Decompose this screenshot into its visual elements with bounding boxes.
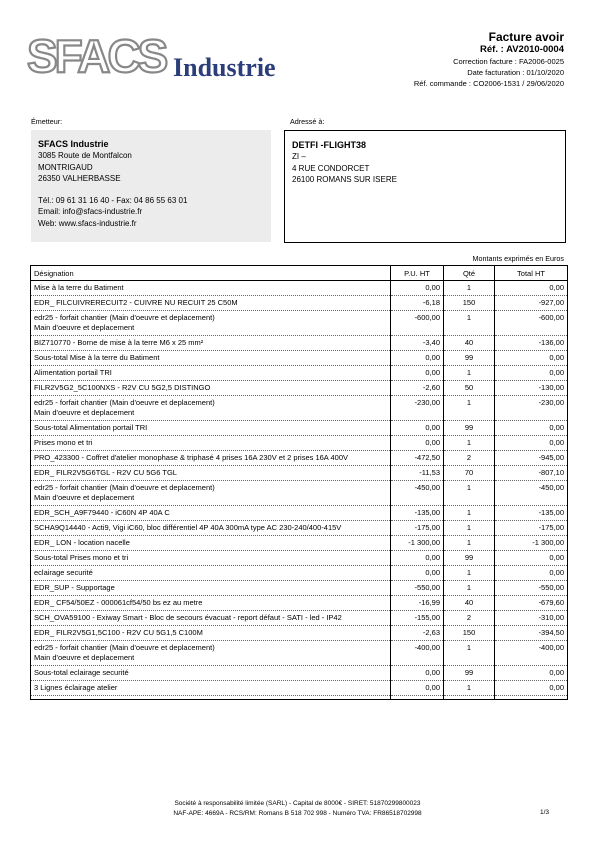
line-quantity: 99 xyxy=(444,421,495,436)
page-number: 1/3 xyxy=(539,809,549,816)
line-total: 0,00 xyxy=(495,551,568,566)
table-row xyxy=(31,551,568,566)
line-unit-price: -175,00 xyxy=(391,521,444,536)
table-row xyxy=(31,566,568,581)
line-designation: Mise à la terre du Batiment xyxy=(31,281,391,296)
company-logo xyxy=(27,30,287,82)
issuer-address-2: MONTRIGAUD xyxy=(38,162,93,172)
line-unit-price: -472,50 xyxy=(391,451,444,466)
order-reference: Réf. commande : CO2006-1531 / 29/06/2020 xyxy=(413,79,564,88)
document-reference: Réf. : AV2010-0004 xyxy=(480,44,564,55)
line-unit-price: -1 300,00 xyxy=(391,536,444,551)
header-unit-price: P.U. HT xyxy=(391,266,444,281)
line-designation: EDR_ FILCUIVRERECUIT2 - CUIVRE NU RECUIT 25 C50M xyxy=(31,296,391,311)
line-total: -679,60 xyxy=(495,596,568,611)
line-quantity: 99 xyxy=(444,551,495,566)
issuer-email: Email: info@sfacs-industrie.fr xyxy=(38,207,143,216)
table-row xyxy=(31,581,568,596)
recipient-name: DETFI -FLIGHT38 xyxy=(292,140,366,150)
line-unit-price: 0,00 xyxy=(391,281,444,296)
line-total: 0,00 xyxy=(495,681,568,696)
header-designation: Désignation xyxy=(31,266,391,281)
table-row xyxy=(31,336,568,351)
invoice-date: Date facturation : 01/10/2020 xyxy=(467,68,564,77)
table-row xyxy=(31,421,568,436)
line-unit-price: -11,53 xyxy=(391,466,444,481)
line-quantity: 40 xyxy=(444,596,495,611)
table-row xyxy=(31,611,568,626)
table-row xyxy=(31,366,568,381)
table-header-row xyxy=(31,266,568,281)
table-row xyxy=(31,521,568,536)
line-unit-price: 0,00 xyxy=(391,436,444,451)
issuer-phone: Tél.: 09 61 31 16 40 - Fax: 04 86 55 63 01 xyxy=(38,195,188,205)
line-designation: Sous-total Mise à la terre du Batiment xyxy=(31,351,391,366)
line-quantity: 1 xyxy=(444,396,495,421)
table-row xyxy=(31,381,568,396)
logo-text: Industrie xyxy=(173,53,276,82)
issuer-box xyxy=(31,130,271,242)
line-designation: BIZ710770 - Borne de mise à la terre M6 x 25 mm² xyxy=(31,336,391,351)
line-total: -945,00 xyxy=(495,451,568,466)
line-total: -1 300,00 xyxy=(495,536,568,551)
line-unit-price: -155,00 xyxy=(391,611,444,626)
line-quantity: 70 xyxy=(444,466,495,481)
line-total: -550,00 xyxy=(495,581,568,596)
line-designation: EDR_SCH_A9F79440 - iC60N 4P 40A C xyxy=(31,506,391,521)
footer-line-1: Société à responsabilité limitée (SARL) - Capital de 8000€ - SIRET: 51870299800023 xyxy=(174,800,421,807)
line-total: -927,00 xyxy=(495,296,568,311)
line-designation: Sous-total eclairage securité xyxy=(31,666,391,681)
line-quantity: 150 xyxy=(444,296,495,311)
line-unit-price: -2,63 xyxy=(391,626,444,641)
line-unit-price: 0,00 xyxy=(391,681,444,696)
line-designation: EDR_ CF54/50EZ - 000061cf54/50 bs ez au metre xyxy=(31,596,391,611)
header-quantity: Qté xyxy=(444,266,495,281)
table-row xyxy=(31,281,568,296)
line-designation: SCHA9Q14440 - Acti9, Vigi iC60, bloc différentiel 4P 40A 300mA type AC 230-240/400-415V xyxy=(31,521,391,536)
line-total: -135,00 xyxy=(495,506,568,521)
recipient-address-1: ZI – xyxy=(292,152,306,161)
line-designation: PRO_423300 - Coffret d'atelier monophase & triphasé 4 prises 16A 230V et 2 prises 16A 400V xyxy=(31,451,391,466)
line-total: 0,00 xyxy=(495,281,568,296)
line-unit-price: 0,00 xyxy=(391,366,444,381)
line-designation: SCH_OVA59100 - Exiway Smart - Bloc de secours évacuat - report défaut - SATI - led - IP42 xyxy=(31,611,391,626)
issuer-label: Émetteur: xyxy=(31,117,63,126)
line-quantity: 1 xyxy=(444,436,495,451)
line-quantity: 150 xyxy=(444,626,495,641)
issuer-address-3: 26350 VALHERBASSE xyxy=(38,174,121,183)
table-row xyxy=(31,351,568,366)
line-quantity: 1 xyxy=(444,521,495,536)
table-row xyxy=(31,641,568,666)
line-quantity: 2 xyxy=(444,611,495,626)
table-row xyxy=(31,296,568,311)
line-quantity: 1 xyxy=(444,641,495,666)
line-unit-price: 0,00 xyxy=(391,566,444,581)
table-row xyxy=(31,626,568,641)
line-total: -600,00 xyxy=(495,311,568,336)
line-quantity: 1 xyxy=(444,481,495,506)
line-designation: Prises mono et tri xyxy=(31,436,391,451)
issuer-name: SFACS Industrie xyxy=(38,139,109,149)
line-quantity: 1 xyxy=(444,281,495,296)
line-total: -136,00 xyxy=(495,336,568,351)
document-header xyxy=(414,30,564,89)
line-quantity: 50 xyxy=(444,381,495,396)
legal-footer xyxy=(0,799,595,819)
line-designation-detail: Main d'oeuvre et deplacement xyxy=(34,653,135,662)
line-total: 0,00 xyxy=(495,566,568,581)
line-unit-price: -3,40 xyxy=(391,336,444,351)
recipient-address-3: 26100 ROMANS SUR ISERE xyxy=(292,175,397,184)
line-quantity: 2 xyxy=(444,451,495,466)
line-total: -394,50 xyxy=(495,626,568,641)
line-total: -230,00 xyxy=(495,396,568,421)
table-row xyxy=(31,396,568,421)
line-designation: edr25 - forfait chantier (Main d'oeuvre et deplacement) Main d'oeuvre et deplacement xyxy=(31,396,391,421)
table-bottom-border xyxy=(31,696,568,700)
recipient-label: Adressé à: xyxy=(290,117,325,126)
line-unit-price: -400,00 xyxy=(391,641,444,666)
line-total: 0,00 xyxy=(495,421,568,436)
line-quantity: 99 xyxy=(444,666,495,681)
line-designation: Alimentation portail TRI xyxy=(31,366,391,381)
line-designation: EDR_ FILR2V5G1,5C100 - R2V CU 5G1,5 C100M xyxy=(31,626,391,641)
line-unit-price: -135,00 xyxy=(391,506,444,521)
line-designation-detail: Main d'oeuvre et deplacement xyxy=(34,323,135,332)
table-row xyxy=(31,451,568,466)
recipient-address-2: 4 RUE CONDORCET xyxy=(292,163,370,173)
line-quantity: 1 xyxy=(444,566,495,581)
line-designation-detail: Main d'oeuvre et deplacement xyxy=(34,493,135,502)
line-unit-price: 0,00 xyxy=(391,666,444,681)
line-total: -807,10 xyxy=(495,466,568,481)
line-total: 0,00 xyxy=(495,436,568,451)
table-row xyxy=(31,596,568,611)
correction-invoice: Correction facture : FA2006-0025 xyxy=(453,57,564,66)
line-unit-price: -550,00 xyxy=(391,581,444,596)
table-row xyxy=(31,481,568,506)
line-unit-price: -16,99 xyxy=(391,596,444,611)
line-designation: EDR_ LON - location nacelle xyxy=(31,536,391,551)
line-designation: Sous-total Alimentation portail TRI xyxy=(31,421,391,436)
line-unit-price: -6,18 xyxy=(391,296,444,311)
currency-note: Montants exprimés en Euros xyxy=(472,254,564,263)
line-total: -175,00 xyxy=(495,521,568,536)
line-designation: Sous-total Prises mono et tri xyxy=(31,551,391,566)
line-total: -310,00 xyxy=(495,611,568,626)
line-designation: EDR_ FILR2V5G6TGL - R2V CU 5G6 TGL xyxy=(31,466,391,481)
line-total: -450,00 xyxy=(495,481,568,506)
line-quantity: 1 xyxy=(444,506,495,521)
line-total: -400,00 xyxy=(495,641,568,666)
line-designation-detail: Main d'oeuvre et deplacement xyxy=(34,408,135,417)
line-unit-price: 0,00 xyxy=(391,421,444,436)
line-quantity: 99 xyxy=(444,351,495,366)
table-row xyxy=(31,536,568,551)
line-total: 0,00 xyxy=(495,666,568,681)
line-quantity: 1 xyxy=(444,311,495,336)
logo-mark: SFACS xyxy=(27,30,166,82)
line-quantity: 1 xyxy=(444,581,495,596)
table-row xyxy=(31,466,568,481)
line-quantity: 1 xyxy=(444,681,495,696)
table-row xyxy=(31,681,568,696)
line-unit-price: -230,00 xyxy=(391,396,444,421)
issuer-address-1: 3085 Route de Montfalcon xyxy=(38,151,132,160)
line-unit-price: -450,00 xyxy=(391,481,444,506)
line-designation: edr25 - forfait chantier (Main d'oeuvre et deplacement) Main d'oeuvre et deplacement xyxy=(31,481,391,506)
line-unit-price: 0,00 xyxy=(391,351,444,366)
line-designation: FILR2V5G2_5C100NXS - R2V CU 5G2,5 DISTINGO xyxy=(31,381,391,396)
line-total: 0,00 xyxy=(495,351,568,366)
table-row xyxy=(31,436,568,451)
header-total: Total HT xyxy=(495,266,568,281)
table-row xyxy=(31,311,568,336)
line-total: 0,00 xyxy=(495,366,568,381)
table-row xyxy=(31,666,568,681)
document-title: Facture avoir xyxy=(488,30,564,44)
line-designation: 3 Lignes éclairage atelier xyxy=(31,681,391,696)
line-designation: eclairage securité xyxy=(31,566,391,581)
line-unit-price: -600,00 xyxy=(391,311,444,336)
line-designation: edr25 - forfait chantier (Main d'oeuvre et deplacement) Main d'oeuvre et deplacement xyxy=(31,311,391,336)
footer-line-2: NAF-APE: 4669A - RCS/RM: Romans B 518 702 998 - Numéro TVA: FR86518702998 xyxy=(173,810,422,817)
line-unit-price: -2,60 xyxy=(391,381,444,396)
line-designation: edr25 - forfait chantier (Main d'oeuvre et deplacement) Main d'oeuvre et deplacement xyxy=(31,641,391,666)
line-unit-price: 0,00 xyxy=(391,551,444,566)
issuer-website: Web: www.sfacs-industrie.fr xyxy=(38,218,137,228)
line-total: -130,00 xyxy=(495,381,568,396)
invoice-lines-table xyxy=(30,265,568,700)
line-quantity: 40 xyxy=(444,336,495,351)
recipient-box xyxy=(284,130,566,243)
table-row xyxy=(31,506,568,521)
line-designation: EDR_SUP - Supportage xyxy=(31,581,391,596)
line-quantity: 1 xyxy=(444,366,495,381)
line-quantity: 1 xyxy=(444,536,495,551)
